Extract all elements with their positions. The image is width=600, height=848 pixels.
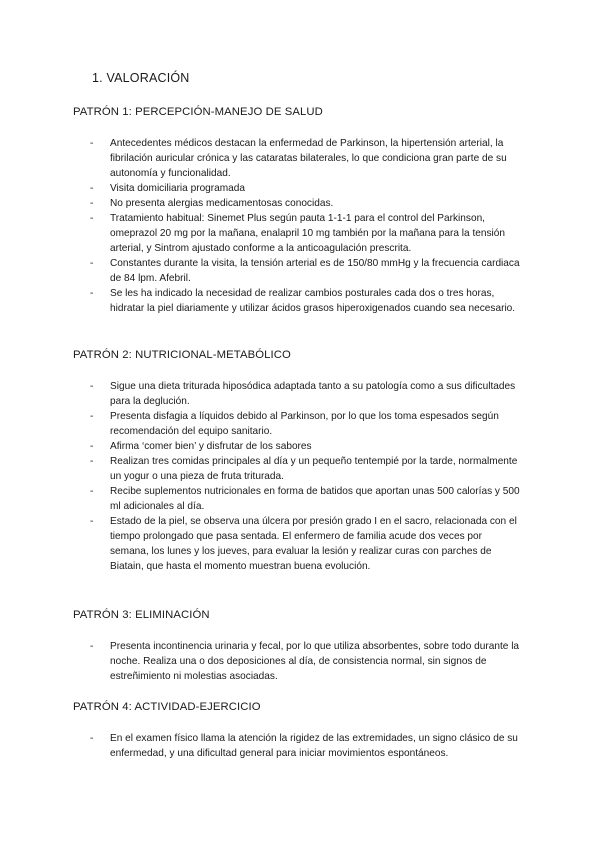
list-item: - No presenta alergias medicamentosas conocidas. — [90, 196, 522, 211]
list-item: - Estado de la piel, se observa una úlcera por presión grado I en el sacro, relacionada con el tiempo prolongado que pasa sentada. El enfermero de familia acude dos veces por semana, los lunes y los jueves, para evaluar la lesión y realizar curas con parches de Biatain, que hasta el momento muestran buena evolución. — [90, 514, 522, 574]
pattern-1-title: PATRÓN 1: PERCEPCIÓN-MANEJO DE SALUD — [73, 106, 323, 118]
pattern-2-list — [90, 379, 522, 574]
pattern-4-title: PATRÓN 4: ACTIVIDAD-EJERCICIO — [73, 701, 261, 713]
list-item: - Presenta disfagia a líquidos debido al Parkinson, por lo que los toma espesados según recomendación del equipo sanitario. — [90, 409, 522, 439]
list-item: - Afirma ‘comer bien’ y disfrutar de los sabores — [90, 439, 522, 454]
pattern-1-list — [90, 136, 522, 331]
pattern-3-list — [90, 639, 522, 684]
section-heading: 1. VALORACIÓN — [92, 71, 190, 85]
list-item: - Tratamiento habitual: Sinemet Plus según pauta 1-1-1 para el control del Parkinson, omeprazol 20 mg por la mañana, enalapril 10 mg también por la mañana para la tensión arterial, y Sintrom ajustado conforme a la anticoagulación prescrita. — [90, 211, 522, 256]
list-item: - Constantes durante la visita, la tensión arterial es de 150/80 mmHg y la frecuencia cardiaca de 84 lpm. Afebril. — [90, 256, 522, 286]
list-item: - Sigue una dieta triturada hiposódica adaptada tanto a su patología como a sus dificultades para la deglución. — [90, 379, 522, 409]
list-item: - Visita domiciliaria programada — [90, 181, 522, 196]
list-item: - Presenta incontinencia urinaria y fecal, por lo que utiliza absorbentes, sobre todo durante la noche. Realiza una o dos deposiciones al día, de consistencia normal, sin signos de estreñimiento ni molestias asociadas. — [90, 639, 522, 684]
list-item: - Recibe suplementos nutricionales en forma de batidos que aportan unas 500 calorías y 500 ml adicionales al día. — [90, 484, 522, 514]
pattern-2-title: PATRÓN 2: NUTRICIONAL-METABÓLICO — [73, 349, 291, 361]
list-item: - Realizan tres comidas principales al día y un pequeño tentempié por la tarde, normalmente un yogur o una pieza de fruta triturada. — [90, 454, 522, 484]
list-item: - En el examen físico llama la atención la rigidez de las extremidades, un signo clásico de su enfermedad, y una dificultad general para iniciar movimientos espontáneos. — [90, 731, 522, 761]
list-item: - Se les ha indicado la necesidad de realizar cambios posturales cada dos o tres horas, hidratar la piel diariamente y utilizar ácidos grasos hiperoxigenados cuando sea necesario. — [90, 286, 522, 331]
list-item: - Antecedentes médicos destacan la enfermedad de Parkinson, la hipertensión arterial, la fibrilación auricular crónica y las cataratas bilaterales, lo que condiciona gran parte de su autonomía y funcionalidad. — [90, 136, 522, 181]
pattern-4-list — [90, 731, 522, 761]
pattern-3-title: PATRÓN 3: ELIMINACIÓN — [73, 609, 210, 621]
